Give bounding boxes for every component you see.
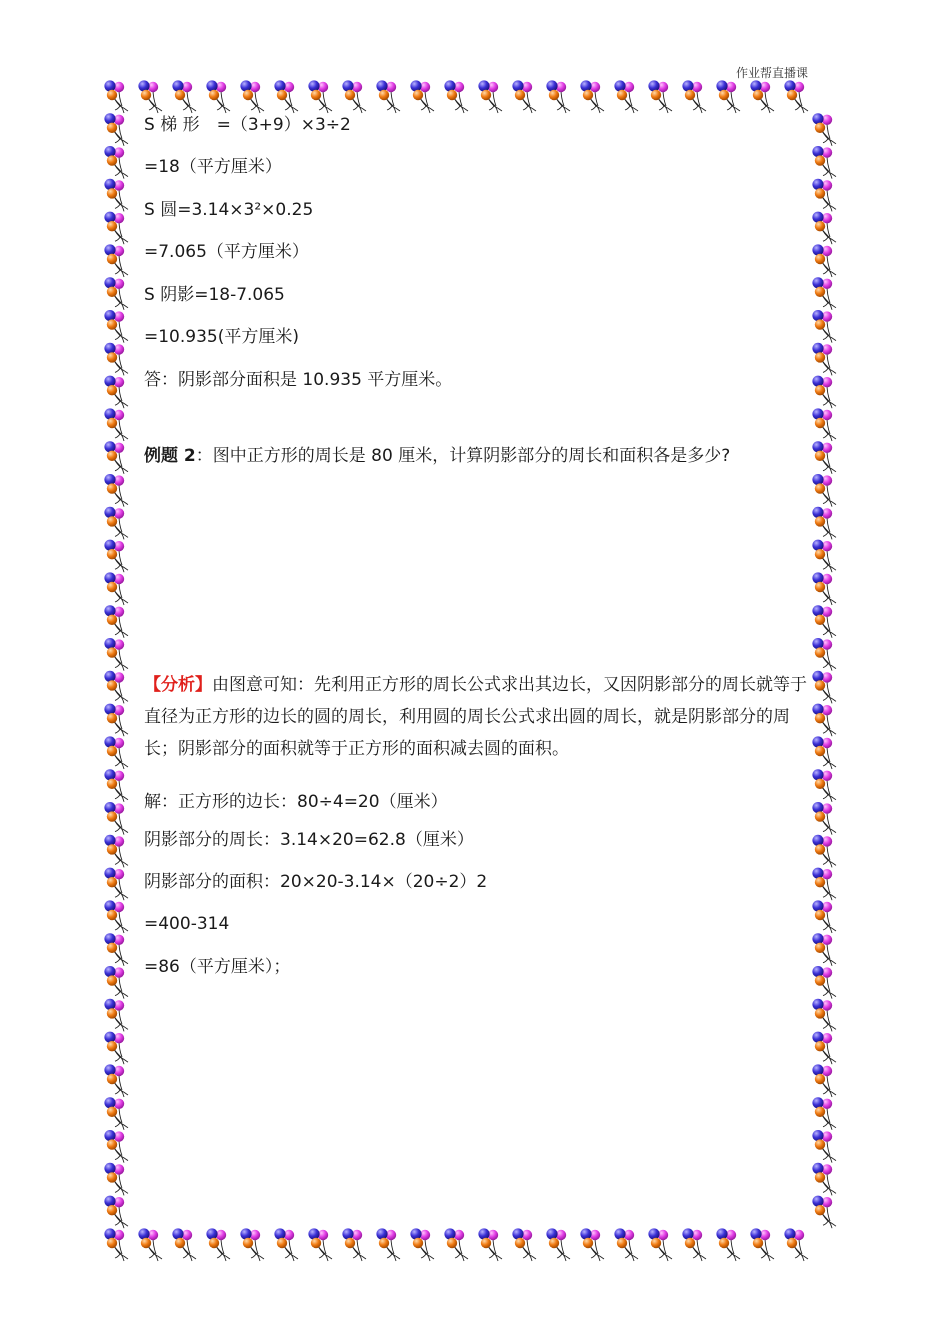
balloon-cluster-icon (812, 244, 836, 277)
balloon-cluster-icon (614, 1228, 638, 1261)
balloon-cluster-icon (104, 572, 128, 605)
balloon-cluster-icon (812, 933, 836, 966)
balloon-cluster-icon (206, 80, 230, 113)
balloon-cluster-icon (812, 441, 836, 474)
balloon-cluster-icon (104, 1228, 128, 1261)
balloon-cluster-icon (812, 704, 836, 737)
balloon-cluster-icon (812, 1163, 836, 1196)
balloon-cluster-icon (376, 80, 400, 113)
balloon-cluster-icon (172, 80, 196, 113)
balloon-cluster-icon (580, 80, 604, 113)
balloon-cluster-icon (342, 80, 366, 113)
balloon-cluster-icon (104, 310, 128, 343)
balloon-cluster-icon (812, 277, 836, 310)
example-2-label: 例题 2 (144, 446, 196, 466)
formula-trapezoid-area: S 梯 形 =（3+9）×3÷2 (144, 115, 351, 135)
balloon-cluster-icon (104, 1130, 128, 1163)
balloon-cluster-icon (512, 80, 536, 113)
balloon-cluster-icon (104, 1196, 128, 1229)
answer-line: 答：阴影部分面积是 10.935 平方厘米。 (144, 370, 453, 390)
balloon-cluster-icon (784, 80, 808, 113)
balloon-cluster-icon (104, 408, 128, 441)
balloon-cluster-icon (308, 80, 332, 113)
balloon-cluster-icon (812, 638, 836, 671)
balloon-cluster-icon (812, 671, 836, 704)
balloon-cluster-icon (812, 1032, 836, 1065)
balloon-cluster-icon (648, 80, 672, 113)
balloon-cluster-icon (812, 769, 836, 802)
formula-result-18: =18（平方厘米） (144, 157, 282, 177)
balloon-cluster-icon (812, 900, 836, 933)
balloon-cluster-icon (812, 343, 836, 376)
balloon-cluster-icon (682, 1228, 706, 1261)
balloon-cluster-icon (104, 1097, 128, 1130)
balloon-cluster-icon (104, 146, 128, 179)
balloon-cluster-icon (104, 507, 128, 540)
balloon-cluster-icon (812, 376, 836, 409)
balloon-cluster-icon (750, 80, 774, 113)
balloon-cluster-icon (812, 1130, 836, 1163)
balloon-cluster-icon (716, 80, 740, 113)
solution-perimeter: 阴影部分的周长：3.14×20=62.8（厘米） (144, 830, 474, 850)
balloon-cluster-icon (104, 441, 128, 474)
formula-result-10935: =10.935(平方厘米) (144, 327, 299, 347)
balloon-cluster-icon (104, 474, 128, 507)
formula-circle-area: S 圆=3.14×3²×0.25 (144, 200, 314, 220)
balloon-cluster-icon (104, 769, 128, 802)
analysis-paragraph (144, 669, 809, 765)
balloon-cluster-icon (784, 1228, 808, 1261)
balloon-cluster-icon (104, 212, 128, 245)
balloon-cluster-icon (410, 80, 434, 113)
balloon-cluster-icon (716, 1228, 740, 1261)
balloon-cluster-icon (104, 835, 128, 868)
balloon-cluster-icon (104, 605, 128, 638)
balloon-cluster-icon (104, 80, 128, 113)
balloon-cluster-icon (104, 966, 128, 999)
balloon-cluster-icon (812, 212, 836, 245)
balloon-cluster-icon (308, 1228, 332, 1261)
balloon-cluster-icon (104, 244, 128, 277)
balloon-cluster-icon (104, 868, 128, 901)
balloon-cluster-icon (812, 802, 836, 835)
balloon-cluster-icon (104, 376, 128, 409)
balloon-cluster-icon (750, 1228, 774, 1261)
balloon-cluster-icon (104, 999, 128, 1032)
balloon-cluster-icon (546, 80, 570, 113)
balloon-cluster-icon (172, 1228, 196, 1261)
balloon-cluster-icon (812, 736, 836, 769)
header-brand: 作业帮直播课 (735, 66, 808, 80)
balloon-cluster-icon (274, 1228, 298, 1261)
balloon-cluster-icon (478, 80, 502, 113)
balloon-cluster-icon (812, 507, 836, 540)
balloon-cluster-icon (614, 80, 638, 113)
balloon-cluster-icon (812, 1097, 836, 1130)
balloon-cluster-icon (812, 1064, 836, 1097)
solution-area: 阴影部分的面积：20×20-3.14×（20÷2）2 (144, 872, 488, 892)
balloon-cluster-icon (104, 671, 128, 704)
balloon-cluster-icon (104, 933, 128, 966)
balloon-cluster-icon (682, 80, 706, 113)
solution-side-length: 解：正方形的边长：80÷4=20（厘米） (144, 792, 448, 812)
solution-result: =86（平方厘米）； (144, 957, 291, 977)
analysis-text: 由图意可知：先利用正方形的周长公式求出其边长，又因阴影部分的周长就等于直径为正方形的边长的圆的周长，利用圆的周长公式求出圆的周长，就是阴影部分的周长；阴影部分的面积就等于正方形的面积减去圆的面积。 (144, 675, 807, 759)
example-2-text: ：图中正方形的周长是 80 厘米，计算阴影部分的周长和面积各是多少? (195, 446, 731, 466)
formula-shaded-area: S 阴影=18-7.065 (144, 285, 285, 305)
balloon-cluster-icon (812, 1196, 836, 1229)
balloon-cluster-icon (546, 1228, 570, 1261)
balloon-cluster-icon (240, 1228, 264, 1261)
balloon-cluster-icon (104, 736, 128, 769)
balloon-cluster-icon (104, 343, 128, 376)
balloon-cluster-icon (104, 900, 128, 933)
analysis-label: 【分析】 (144, 675, 212, 695)
balloon-cluster-icon (240, 80, 264, 113)
balloon-cluster-icon (812, 310, 836, 343)
balloon-cluster-icon (274, 80, 298, 113)
balloon-cluster-icon (478, 1228, 502, 1261)
balloon-cluster-icon (812, 146, 836, 179)
balloon-cluster-icon (104, 802, 128, 835)
balloon-cluster-icon (138, 80, 162, 113)
balloon-cluster-icon (812, 179, 836, 212)
balloon-cluster-icon (580, 1228, 604, 1261)
balloon-cluster-icon (812, 474, 836, 507)
example-2-question (144, 446, 730, 466)
balloon-cluster-icon (812, 966, 836, 999)
balloon-cluster-icon (104, 540, 128, 573)
balloon-cluster-icon (812, 999, 836, 1032)
balloon-cluster-icon (104, 277, 128, 310)
formula-result-7065: =7.065（平方厘米） (144, 242, 309, 262)
balloon-cluster-icon (376, 1228, 400, 1261)
balloon-cluster-icon (206, 1228, 230, 1261)
balloon-cluster-icon (104, 113, 128, 146)
solution-subtraction: =400-314 (144, 914, 230, 934)
balloon-cluster-icon (410, 1228, 434, 1261)
balloon-cluster-icon (104, 1064, 128, 1097)
balloon-cluster-icon (104, 638, 128, 671)
balloon-cluster-icon (812, 540, 836, 573)
balloon-cluster-icon (812, 572, 836, 605)
balloon-cluster-icon (512, 1228, 536, 1261)
balloon-cluster-icon (812, 113, 836, 146)
balloon-cluster-icon (104, 704, 128, 737)
balloon-cluster-icon (812, 835, 836, 868)
balloon-cluster-icon (104, 1163, 128, 1196)
balloon-cluster-icon (648, 1228, 672, 1261)
balloon-cluster-icon (104, 1032, 128, 1065)
balloon-cluster-icon (444, 80, 468, 113)
balloon-cluster-icon (812, 605, 836, 638)
balloon-cluster-icon (812, 868, 836, 901)
balloon-cluster-icon (342, 1228, 366, 1261)
balloon-cluster-icon (444, 1228, 468, 1261)
balloon-cluster-icon (812, 408, 836, 441)
balloon-cluster-icon (104, 179, 128, 212)
balloon-cluster-icon (138, 1228, 162, 1261)
